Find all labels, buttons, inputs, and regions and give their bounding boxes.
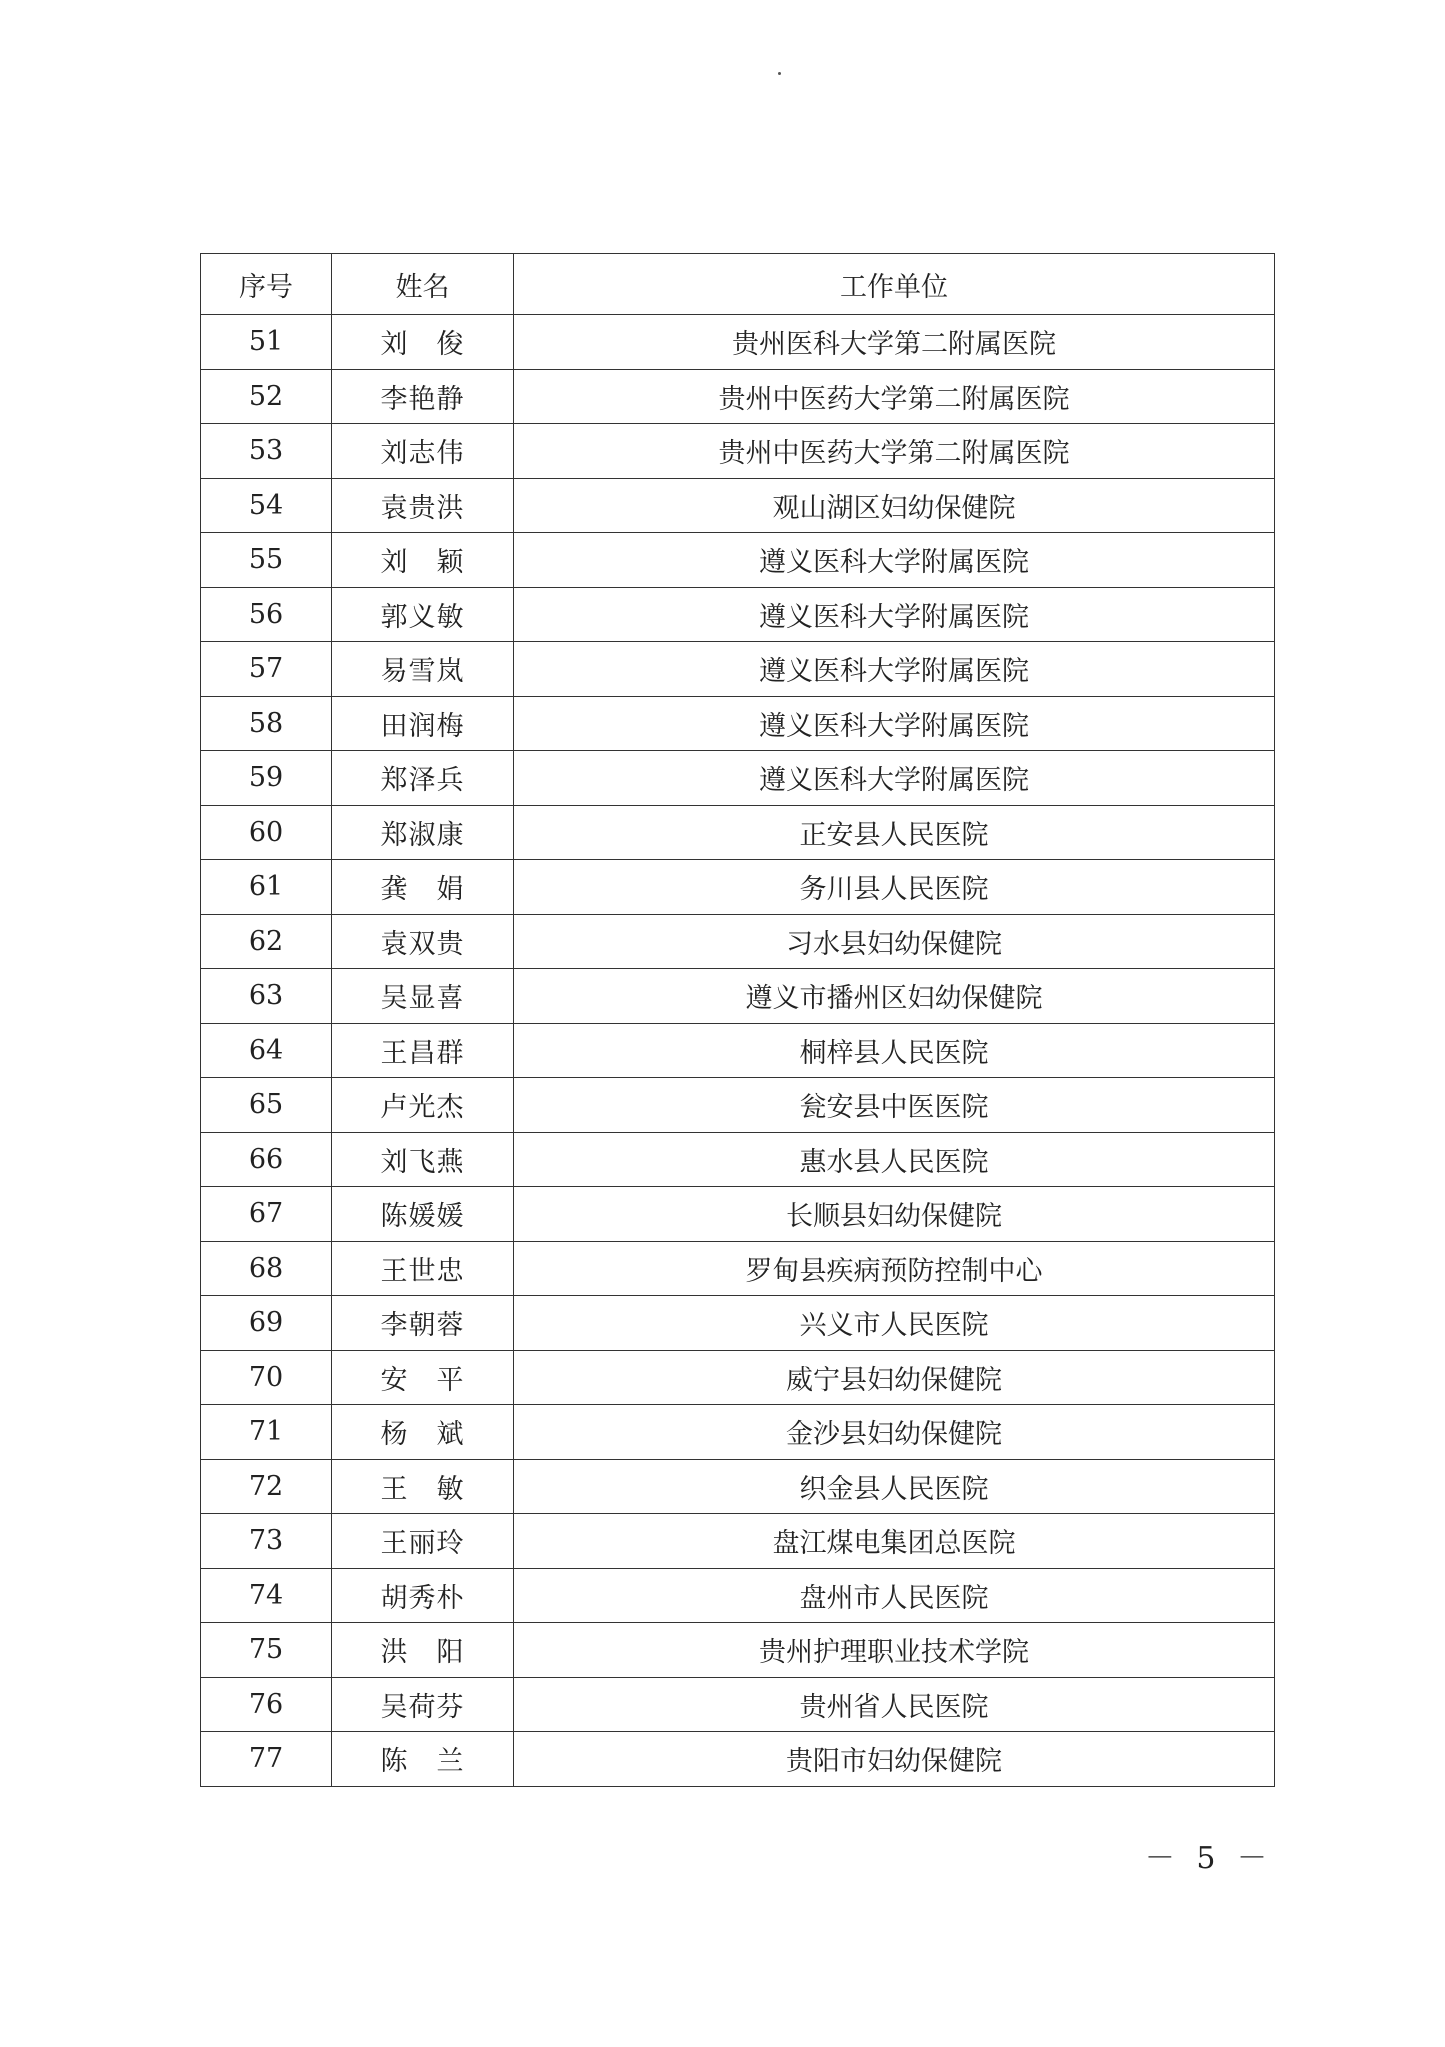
- table-row: [201, 751, 1275, 806]
- scan-speck: [778, 72, 781, 75]
- cell-name: 李朝蓉: [332, 1296, 514, 1351]
- cell-name: 王昌群: [332, 1023, 514, 1078]
- table-row: [201, 1732, 1275, 1787]
- cell-name: 李艳静: [332, 369, 514, 424]
- cell-name: 吴显喜: [332, 969, 514, 1024]
- table-row: [201, 424, 1275, 479]
- table-row: [201, 1350, 1275, 1405]
- table-row: [201, 478, 1275, 533]
- cell-number: 67: [201, 1187, 332, 1242]
- cell-name: 胡秀朴: [332, 1568, 514, 1623]
- table-row: [201, 1296, 1275, 1351]
- cell-number: 74: [201, 1568, 332, 1623]
- cell-work-unit: 贵州省人民医院: [514, 1677, 1275, 1732]
- table-row: [201, 1568, 1275, 1623]
- personnel-table: [200, 253, 1275, 1787]
- cell-name: 王 敏: [332, 1459, 514, 1514]
- cell-work-unit: 罗甸县疾病预防控制中心: [514, 1241, 1275, 1296]
- header-name: 姓名: [332, 254, 514, 315]
- personnel-table-container: [200, 253, 1274, 1787]
- cell-name: 龚 娟: [332, 860, 514, 915]
- cell-name: 袁双贵: [332, 914, 514, 969]
- cell-name: 王丽玲: [332, 1514, 514, 1569]
- table-row: [201, 1623, 1275, 1678]
- table-row: [201, 696, 1275, 751]
- cell-number: 53: [201, 424, 332, 479]
- header-work-unit: 工作单位: [514, 254, 1275, 315]
- table-row: [201, 1459, 1275, 1514]
- cell-number: 64: [201, 1023, 332, 1078]
- cell-work-unit: 遵义医科大学附属医院: [514, 696, 1275, 751]
- cell-number: 66: [201, 1132, 332, 1187]
- cell-name: 安 平: [332, 1350, 514, 1405]
- header-number: 序号: [201, 254, 332, 315]
- table-row: [201, 1514, 1275, 1569]
- cell-number: 54: [201, 478, 332, 533]
- table-header-row: [201, 254, 1275, 315]
- cell-number: 61: [201, 860, 332, 915]
- table-row: [201, 1241, 1275, 1296]
- cell-name: 郑泽兵: [332, 751, 514, 806]
- table-row: [201, 315, 1275, 370]
- cell-work-unit: 贵州医科大学第二附属医院: [514, 315, 1275, 370]
- cell-work-unit: 习水县妇幼保健院: [514, 914, 1275, 969]
- table-row: [201, 805, 1275, 860]
- table-row: [201, 914, 1275, 969]
- cell-number: 57: [201, 642, 332, 697]
- cell-name: 易雪岚: [332, 642, 514, 697]
- cell-work-unit: 盘江煤电集团总医院: [514, 1514, 1275, 1569]
- cell-work-unit: 遵义医科大学附属医院: [514, 587, 1275, 642]
- cell-number: 52: [201, 369, 332, 424]
- cell-name: 王世忠: [332, 1241, 514, 1296]
- table-row: [201, 969, 1275, 1024]
- cell-number: 69: [201, 1296, 332, 1351]
- cell-work-unit: 正安县人民医院: [514, 805, 1275, 860]
- cell-number: 62: [201, 914, 332, 969]
- cell-number: 71: [201, 1405, 332, 1460]
- cell-number: 76: [201, 1677, 332, 1732]
- cell-work-unit: 长顺县妇幼保健院: [514, 1187, 1275, 1242]
- table-row: [201, 1405, 1275, 1460]
- cell-number: 63: [201, 969, 332, 1024]
- cell-work-unit: 观山湖区妇幼保健院: [514, 478, 1275, 533]
- cell-name: 陈媛媛: [332, 1187, 514, 1242]
- page-number: － 5 －: [1144, 1841, 1273, 1876]
- cell-number: 68: [201, 1241, 332, 1296]
- cell-number: 60: [201, 805, 332, 860]
- cell-work-unit: 务川县人民医院: [514, 860, 1275, 915]
- cell-name: 郭义敏: [332, 587, 514, 642]
- table-row: [201, 1078, 1275, 1133]
- cell-work-unit: 兴义市人民医院: [514, 1296, 1275, 1351]
- cell-name: 刘 颖: [332, 533, 514, 588]
- cell-work-unit: 瓮安县中医医院: [514, 1078, 1275, 1133]
- cell-number: 65: [201, 1078, 332, 1133]
- cell-number: 75: [201, 1623, 332, 1678]
- cell-number: 70: [201, 1350, 332, 1405]
- cell-name: 袁贵洪: [332, 478, 514, 533]
- cell-number: 72: [201, 1459, 332, 1514]
- table-row: [201, 1132, 1275, 1187]
- table-row: [201, 642, 1275, 697]
- cell-number: 59: [201, 751, 332, 806]
- cell-name: 刘 俊: [332, 315, 514, 370]
- cell-work-unit: 遵义医科大学附属医院: [514, 751, 1275, 806]
- cell-name: 郑淑康: [332, 805, 514, 860]
- table-row: [201, 533, 1275, 588]
- cell-name: 卢光杰: [332, 1078, 514, 1133]
- cell-work-unit: 盘州市人民医院: [514, 1568, 1275, 1623]
- cell-work-unit: 威宁县妇幼保健院: [514, 1350, 1275, 1405]
- cell-number: 58: [201, 696, 332, 751]
- cell-name: 吴荷芬: [332, 1677, 514, 1732]
- cell-work-unit: 贵州护理职业技术学院: [514, 1623, 1275, 1678]
- cell-work-unit: 金沙县妇幼保健院: [514, 1405, 1275, 1460]
- cell-number: 55: [201, 533, 332, 588]
- cell-name: 杨 斌: [332, 1405, 514, 1460]
- cell-work-unit: 桐梓县人民医院: [514, 1023, 1275, 1078]
- cell-name: 洪 阳: [332, 1623, 514, 1678]
- cell-work-unit: 贵阳市妇幼保健院: [514, 1732, 1275, 1787]
- cell-number: 56: [201, 587, 332, 642]
- cell-work-unit: 遵义市播州区妇幼保健院: [514, 969, 1275, 1024]
- table-row: [201, 1187, 1275, 1242]
- table-row: [201, 1023, 1275, 1078]
- cell-work-unit: 遵义医科大学附属医院: [514, 642, 1275, 697]
- cell-work-unit: 惠水县人民医院: [514, 1132, 1275, 1187]
- cell-name: 陈 兰: [332, 1732, 514, 1787]
- cell-work-unit: 贵州中医药大学第二附属医院: [514, 424, 1275, 479]
- table-row: [201, 369, 1275, 424]
- cell-number: 77: [201, 1732, 332, 1787]
- cell-number: 51: [201, 315, 332, 370]
- cell-name: 田润梅: [332, 696, 514, 751]
- table-body: [201, 315, 1275, 1787]
- cell-work-unit: 遵义医科大学附属医院: [514, 533, 1275, 588]
- cell-name: 刘志伟: [332, 424, 514, 479]
- table-row: [201, 860, 1275, 915]
- cell-name: 刘飞燕: [332, 1132, 514, 1187]
- table-row: [201, 1677, 1275, 1732]
- table-row: [201, 587, 1275, 642]
- cell-work-unit: 贵州中医药大学第二附属医院: [514, 369, 1275, 424]
- cell-number: 73: [201, 1514, 332, 1569]
- cell-work-unit: 织金县人民医院: [514, 1459, 1275, 1514]
